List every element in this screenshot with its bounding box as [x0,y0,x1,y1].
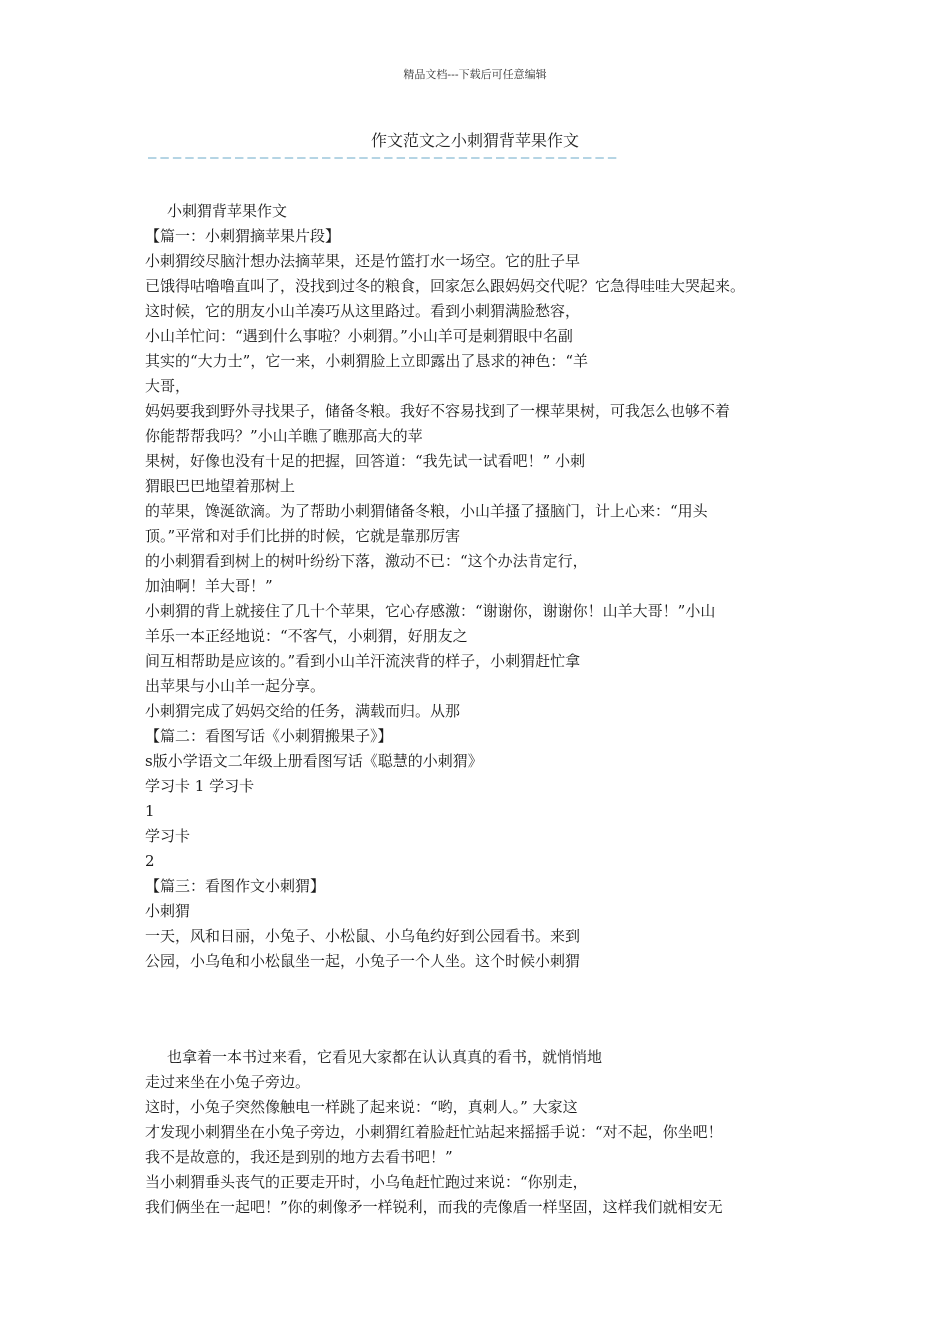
text-line: s版小学语文二年级上册看图写话《聪慧的小刺猬》 [145,752,483,770]
text-line: 小刺猬完成了妈妈交给的任务，满载而归。从那 [145,702,461,720]
text-line: 的小刺猬看到树上的树叶纷纷下落，激动不已：“这个办法肯定行， [145,552,588,570]
text-line: 这时候，它的朋友小山羊凑巧从这里路过。看到小刺猬满脸愁容， [145,302,581,320]
page1-body [145,199,815,974]
section-heading-2: 【篇二：看图写话《小刺猬搬果子》】 [145,727,393,745]
section-heading-1: 【篇一：小刺猬摘苹果片段】 [145,227,341,245]
text-line: 出苹果与小山羊一起分享。 [145,677,326,695]
text-line: 间互相帮助是应该的。”看到小山羊汗流浃背的样子，小刺猬赶忙拿 [145,652,581,670]
text-line: 我们俩坐在一起吧！”你的刺像矛一样锐利，而我的壳像盾一样坚固，这样我们就相安无 [145,1198,723,1216]
text-line: 公园，小乌龟和小松鼠坐一起，小兔子一个人坐。这个时候小刺猬 [145,952,581,970]
text-line: 我不是故意的，我还是到别的地方去看书吧！” [145,1148,453,1166]
text-line: 小刺猬 [145,902,191,920]
text-line: 你能帮帮我吗？”小山羊瞧了瞧那高大的苹 [145,427,423,445]
text-line: 当小刺猬垂头丧气的正要走开时，小乌龟赶忙跑过来说：“你别走， [145,1173,588,1191]
text-line: 这时，小兔子突然像触电一样跳了起来说：“哟，真刺人。” 大家这 [145,1098,578,1116]
section-heading-3: 【篇三：看图作文小刺猬】 [145,877,326,895]
text-line: 学习卡 [145,827,191,845]
text-line: 顶。”平常和对手们比拼的时候，它就是靠那厉害 [145,527,461,545]
text-line: 羊乐一本正经地说：“不客气，小刺猬，好朋友之 [145,627,468,645]
text-line: 小刺猬的背上就接住了几十个苹果，它心存感激：“谢谢你，谢谢你！山羊大哥！”小山 [145,602,716,620]
document-title: 作文范文之小刺猬背苹果作文 [370,131,579,150]
text-line: 小山羊忙问：“遇到什么事啦？小刺猬。”小山羊可是刺猬眼中名副 [145,327,573,345]
text-line: 学习卡 1 学习卡 [145,777,255,795]
text-line: 2 [145,852,155,870]
text-line: 已饿得咕噜噜直叫了，没找到过冬的粮食，回家怎么跟妈妈交代呢？它急得哇哇大哭起来。 [145,277,746,295]
text-line: 大哥， [145,377,191,395]
page2-body [145,1045,815,1220]
text-line: 加油啊！羊大哥！” [145,577,273,595]
text-line: 走过来坐在小兔子旁边。 [145,1073,311,1091]
text-line: 妈妈要我到野外寻找果子，储备冬粮。我好不容易找到了一棵苹果树，可我怎么也够不着 [145,402,731,420]
header-note: 精品文档---下载后可任意编辑 [403,68,547,81]
essay-heading: 小刺猬背苹果作文 [167,202,288,220]
text-line: 的苹果，馋涎欲滴。为了帮助小刺猬储备冬粮，小山羊搔了搔脑门，计上心来：“用头 [145,502,708,520]
text-line: 小刺猬绞尽脑汁想办法摘苹果，还是竹篮打水一场空。它的肚子早 [145,252,581,270]
text-line: 1 [145,802,155,820]
text-line: 也拿着一本书过来看，它看见大家都在认认真真的看书，就悄悄地 [167,1048,603,1066]
title-divider: —————————————————————————————————————— [148,150,621,166]
text-line: 一天，风和日丽，小兔子、小松鼠、小乌龟约好到公园看书。来到 [145,927,581,945]
text-line: 其实的“大力士”，它一来，小刺猬脸上立即露出了恳求的神色：“羊 [145,352,589,370]
text-line: 才发现小刺猬坐在小兔子旁边，小刺猬红着脸赶忙站起来摇摇手说：“对不起，你坐吧！ [145,1123,723,1141]
text-line: 猬眼巴巴地望着那树上 [145,477,296,495]
text-line: 果树，好像也没有十足的把握，回答道：“我先试一试看吧！” 小刺 [145,452,586,470]
